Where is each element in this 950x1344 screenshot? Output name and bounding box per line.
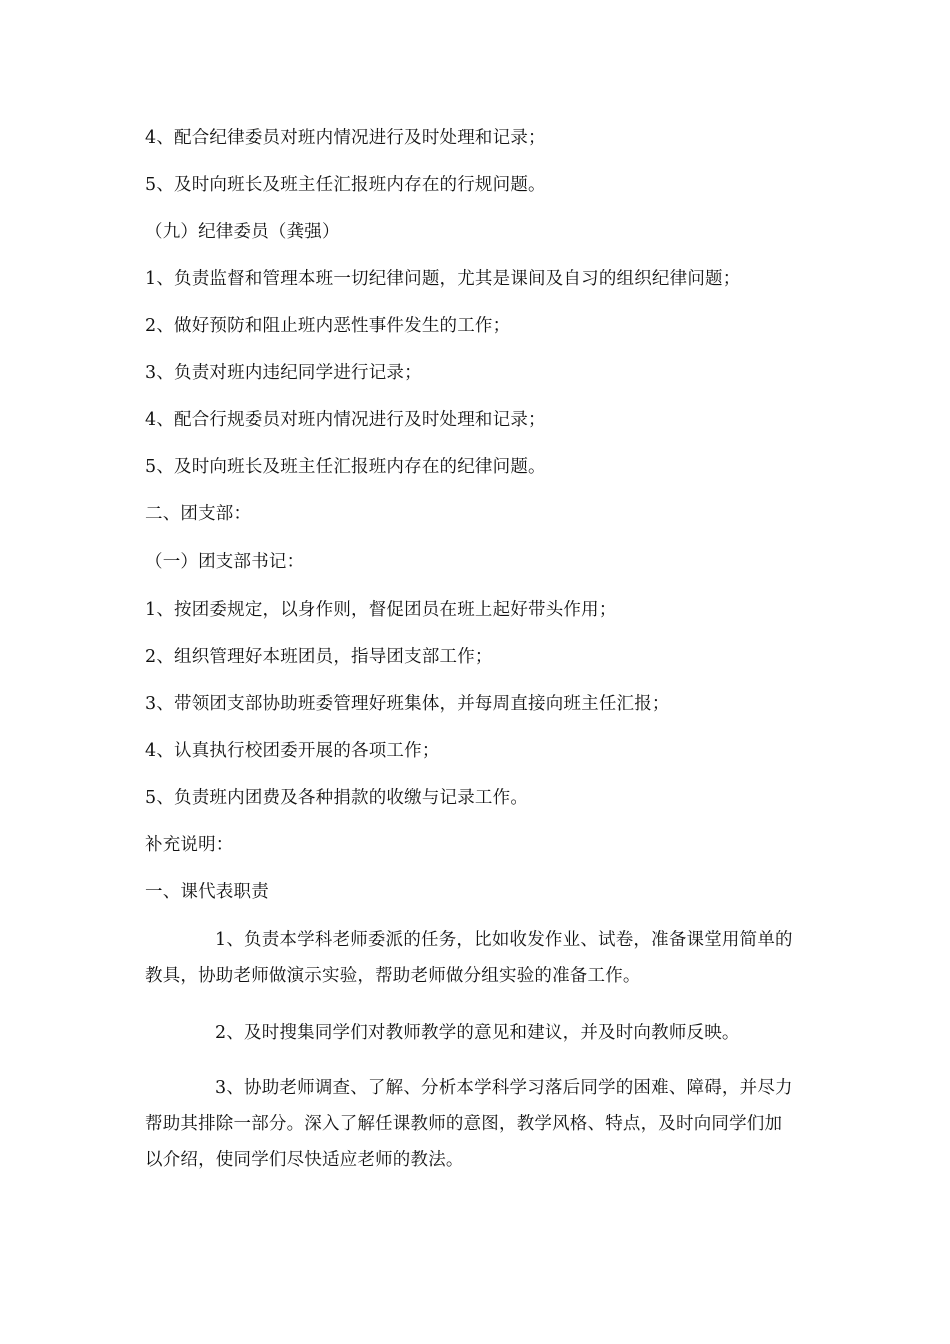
text-line: 2、组织管理好本班团员，指导团支部工作； [145, 647, 493, 667]
text-line: 2、做好预防和阻止班内恶性事件发生的工作； [145, 316, 511, 336]
section-heading: 补充说明： [145, 835, 234, 855]
section-heading: 一、课代表职责 [145, 882, 269, 902]
paragraph [145, 1070, 805, 1178]
paragraph-line: 1、负责本学科老师委派的任务，比如收发作业、试卷，准备课堂用简单的 [215, 930, 793, 950]
section-heading: （九）纪律委员（龚强） [145, 222, 340, 242]
section-heading: （一）团支部书记： [145, 552, 305, 572]
paragraph-line: 教具，协助老师做演示实验，帮助老师做分组实验的准备工作。 [145, 966, 641, 986]
text-line: 1、按团委规定，以身作则，督促团员在班上起好带头作用； [145, 600, 617, 620]
text-line: 5、及时向班长及班主任汇报班内存在的纪律问题。 [145, 457, 546, 477]
text-line: 3、带领团支部协助班委管理好班集体，并每周直接向班主任汇报； [145, 694, 670, 714]
text-line: 1、负责监督和管理本班一切纪律问题，尤其是课间及自习的组织纪律问题； [145, 269, 741, 289]
paragraph-line: 帮助其排除一部分。深入了解任课教师的意图，教学风格、特点，及时向同学们加 [145, 1114, 783, 1134]
paragraph-line: 2、及时搜集同学们对教师教学的意见和建议，并及时向教师反映。 [215, 1023, 740, 1043]
paragraph [145, 922, 805, 994]
text-line: 5、及时向班长及班主任汇报班内存在的行规问题。 [145, 175, 546, 195]
paragraph-line: 以介绍，使同学们尽快适应老师的教法。 [145, 1150, 464, 1170]
section-heading: 二、团支部： [145, 504, 252, 524]
text-line: 3、负责对班内违纪同学进行记录； [145, 363, 422, 383]
text-line: 4、配合行规委员对班内情况进行及时处理和记录； [145, 410, 546, 430]
paragraph-line: 3、协助老师调查、了解、分析本学科学习落后同学的困难、障碍，并尽力 [215, 1078, 793, 1098]
text-line: 4、认真执行校团委开展的各项工作； [145, 741, 440, 761]
text-line: 4、配合纪律委员对班内情况进行及时处理和记录； [145, 128, 546, 148]
text-line: 5、负责班内团费及各种捐款的收缴与记录工作。 [145, 788, 529, 808]
paragraph [145, 1015, 805, 1051]
